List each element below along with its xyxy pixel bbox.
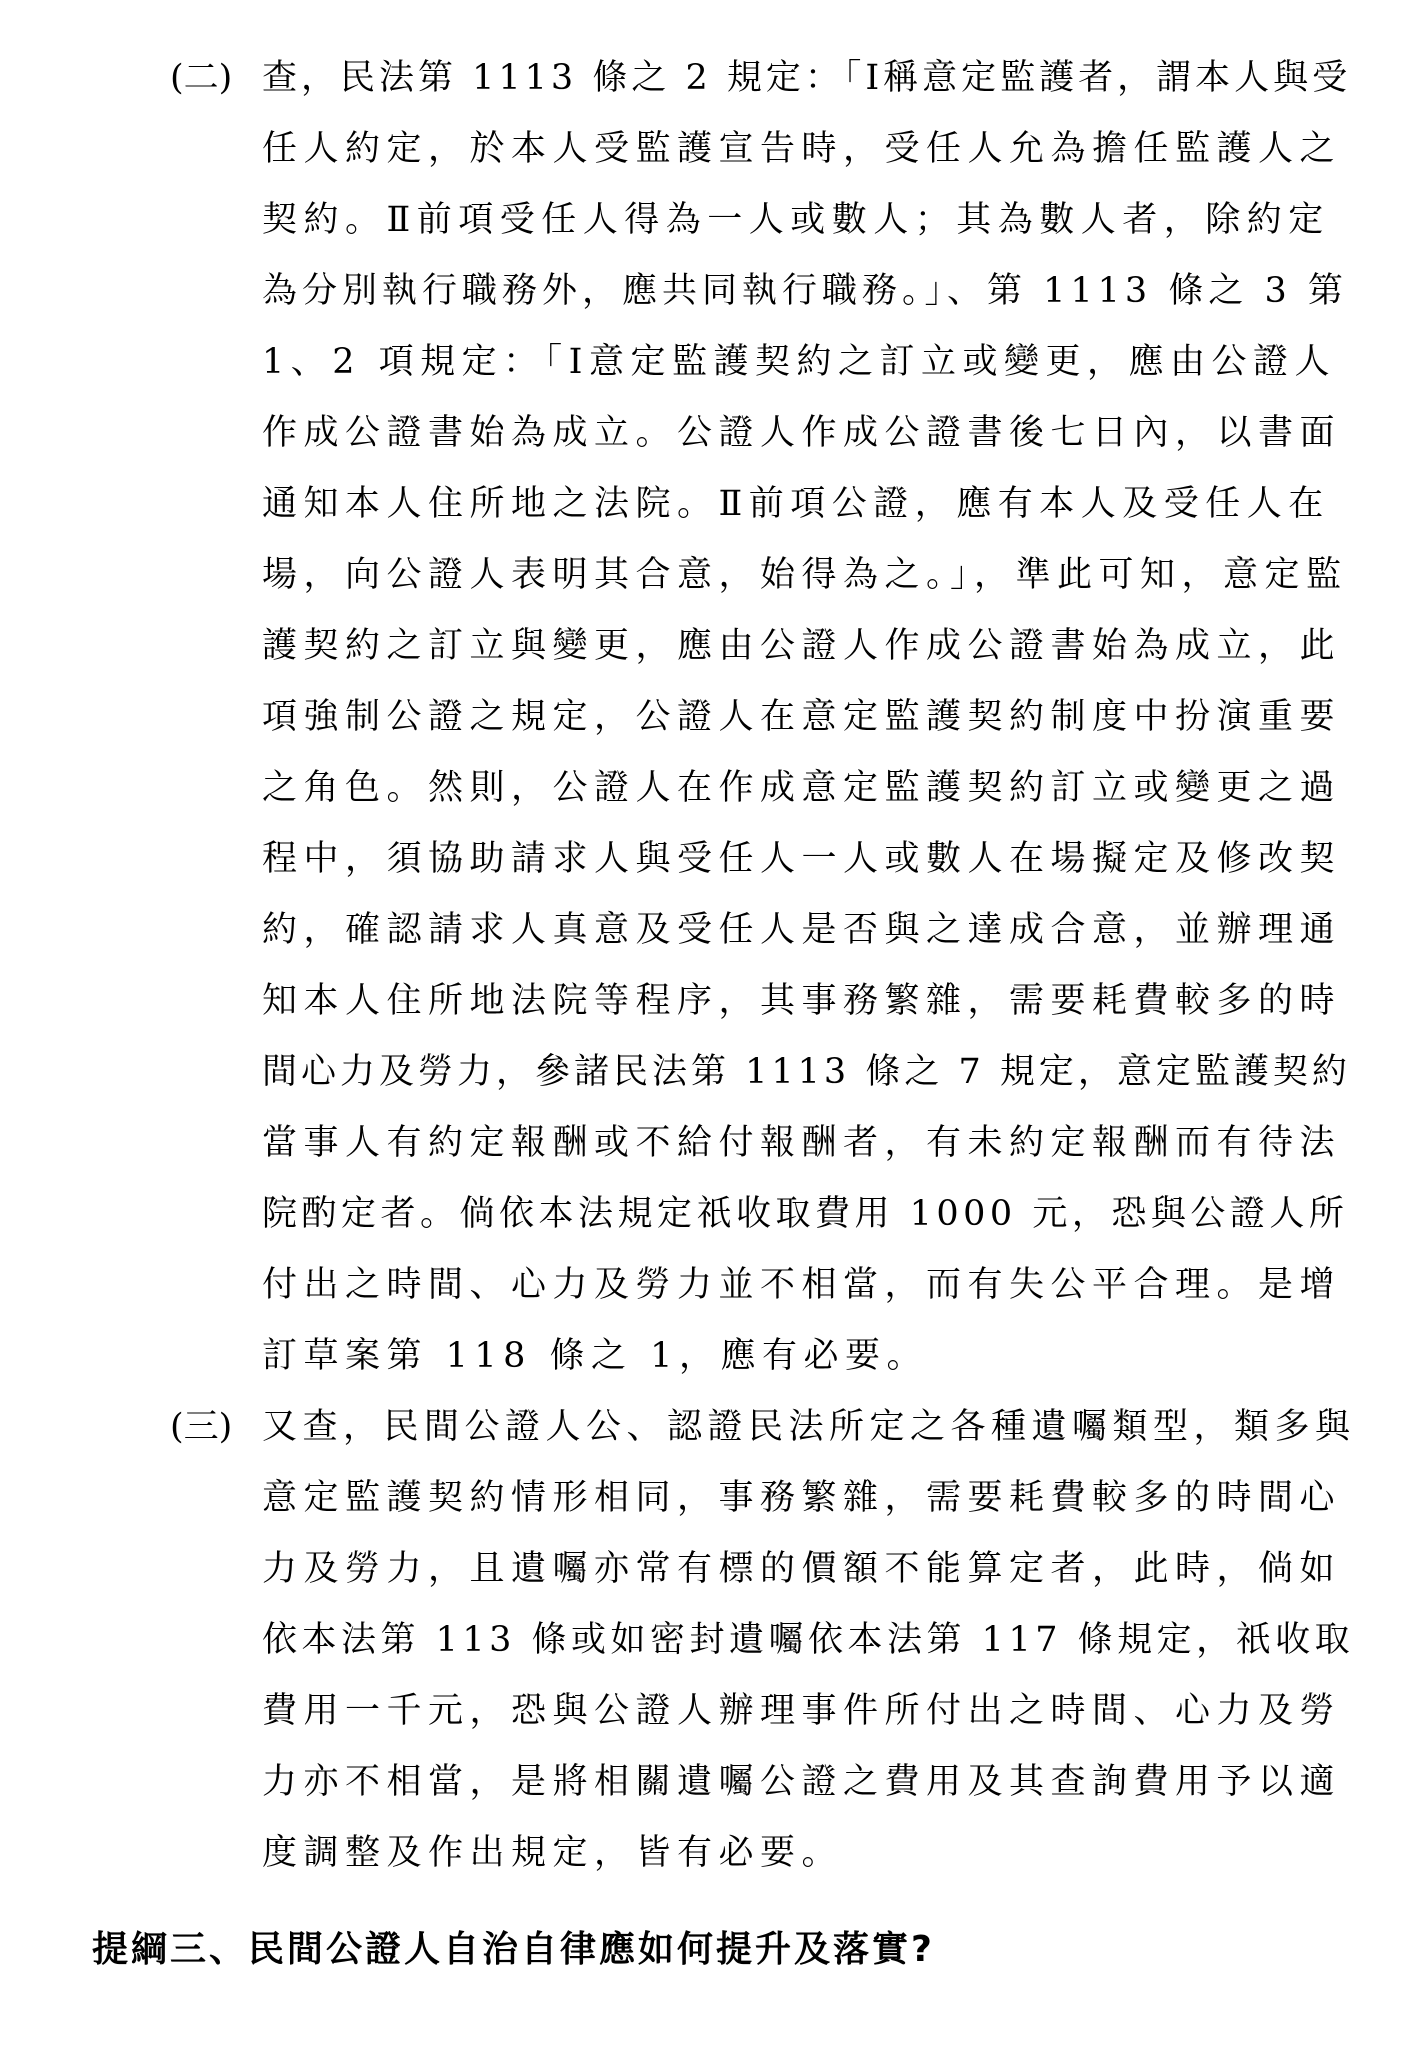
section-2-line-3: 契約。Ⅱ前項受任人得為一人或數人；其為數人者，除約定 [262, 200, 1330, 240]
section-2-line-12: 程中，須協助請求人與受任人一人或數人在場擬定及修改契 [262, 839, 1342, 879]
section-2-line-1: (二) 查，民法第 1113 條之 2 規定：「Ⅰ稱意定監護者，謂本人與受 [170, 42, 1351, 114]
section-2-line-16: 當事人有約定報酬或不給付報酬者，有未約定報酬而有待法 [262, 1123, 1342, 1163]
section-3-line-7: 度調整及作出規定，皆有必要。 [262, 1833, 844, 1873]
section-3-line-4: 依本法第 113 條或如密封遺囑依本法第 117 條規定，祇收取 [262, 1620, 1355, 1660]
section-3-line-3: 力及勞力，且遺囑亦常有標的價額不能算定者，此時，倘如 [262, 1549, 1342, 1589]
section-3-line-5: 費用一千元，恐與公證人辦理事件所付出之時間、心力及勞 [262, 1691, 1342, 1731]
section-2-line-5: 1、2 項規定：「Ⅰ意定監護契約之訂立或變更，應由公證人 [262, 342, 1336, 382]
section-3-marker: (三) [170, 1407, 233, 1447]
section-3-line-6: 力亦不相當，是將相關遺囑公證之費用及其查詢費用予以適 [262, 1762, 1342, 1802]
section-2-line-8: 場，向公證人表明其合意，始得為之。」，準此可知，意定監 [262, 555, 1348, 595]
section-2-line-6: 作成公證書始為成立。公證人作成公證書後七日內，以書面 [262, 413, 1342, 453]
section-3-line-1: (三) 又查，民間公證人公、認證民法所定之各種遺囑類型，類多與 [170, 1391, 1356, 1463]
section-2-marker: (二) [170, 58, 233, 98]
section-2-line-2: 任人約定，於本人受監護宣告時，受任人允為擔任監護人之 [262, 129, 1342, 169]
section-2-line-18: 付出之時間、心力及勞力並不相當，而有失公平合理。是增 [262, 1265, 1342, 1305]
section-2-line-11: 之角色。然則，公證人在作成意定監護契約訂立或變更之過 [262, 768, 1342, 808]
section-2-line-15: 間心力及勞力，參諸民法第 1113 條之 7 規定，意定監護契約 [262, 1052, 1351, 1092]
section-2-line-7: 通知本人住所地之法院。Ⅱ前項公證，應有本人及受任人在 [262, 484, 1330, 524]
section-2-line-4: 為分別執行職務外，應共同執行職務。」、第 1113 條之 3 第 [262, 271, 1348, 311]
section-2-line-17: 院酌定者。倘依本法規定祇收取費用 1000 元，恐與公證人所 [262, 1194, 1349, 1234]
section-3-line-2: 意定監護契約情形相同，事務繁雜，需要耗費較多的時間心 [262, 1478, 1342, 1518]
outline-heading: 提綱三、民間公證人自治自律應如何提升及落實? [92, 1929, 935, 1970]
section-2-line-19: 訂草案第 118 條之 1，應有必要。 [262, 1336, 928, 1376]
section-2-line-13: 約，確認請求人真意及受任人是否與之達成合意，並辦理通 [262, 910, 1342, 950]
section-2-line-9: 護契約之訂立與變更，應由公證人作成公證書始為成立，此 [262, 626, 1342, 666]
section-2-line-10: 項強制公證之規定，公證人在意定監護契約制度中扮演重要 [262, 697, 1342, 737]
section-2-line-14: 知本人住所地法院等程序，其事務繁雜，需要耗費較多的時 [262, 981, 1342, 1021]
